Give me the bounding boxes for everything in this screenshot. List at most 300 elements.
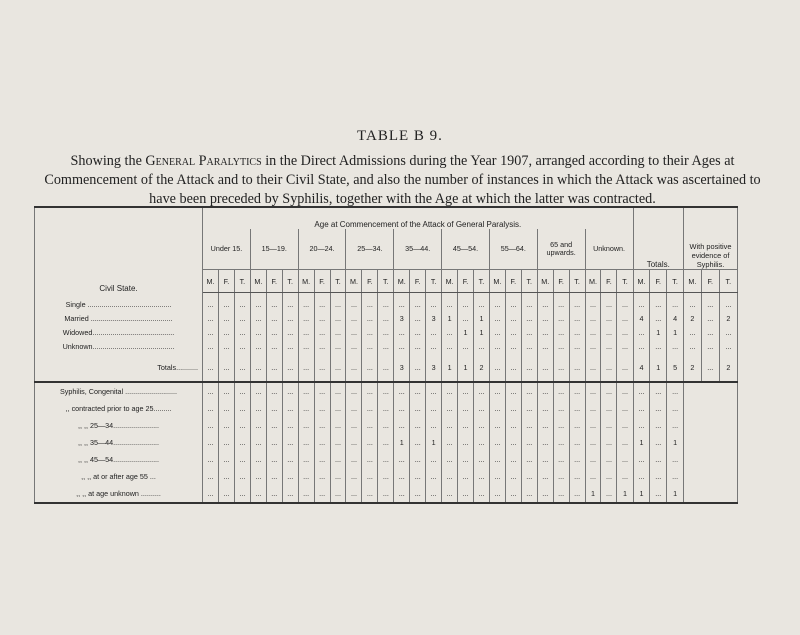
sub-header-m: M.: [633, 270, 650, 293]
table-cell: ...: [537, 417, 553, 434]
table-cell: ...: [266, 339, 282, 353]
table-cell: ...: [585, 468, 601, 485]
table-cell: ...: [442, 485, 458, 503]
table-cell: ...: [426, 339, 442, 353]
table-cell: ...: [234, 325, 250, 339]
table-cell: ...: [553, 311, 569, 325]
table-cell: ...: [314, 417, 330, 434]
table-cell: ...: [537, 325, 553, 339]
table-cell: ...: [426, 468, 442, 485]
table-cell: ...: [521, 400, 537, 417]
table-cell: ...: [585, 353, 601, 382]
table-cell: ...: [378, 353, 394, 382]
table-cell: ...: [410, 339, 426, 353]
table-cell: ...: [553, 434, 569, 451]
age-group-header: Age at Commencement of the Attack of General Paralysis.: [203, 207, 634, 229]
sub-header-f: F.: [458, 270, 474, 293]
table-cell: ...: [282, 311, 298, 325]
table-cell: ...: [314, 434, 330, 451]
table-row: [35, 434, 738, 451]
table-cell: ...: [521, 434, 537, 451]
table-cell: ...: [203, 417, 219, 434]
table-cell: ...: [505, 417, 521, 434]
sub-header-t: T.: [378, 270, 394, 293]
table-cell: ...: [505, 434, 521, 451]
table-cell: ...: [282, 353, 298, 382]
table-cell: ...: [234, 451, 250, 468]
table-cell: ...: [601, 468, 617, 485]
table-cell: ...: [667, 382, 684, 400]
table-cell: ...: [314, 311, 330, 325]
table-cell: ...: [218, 353, 234, 382]
row-label: Single ..........................................: [35, 297, 203, 311]
table-cell: ...: [282, 434, 298, 451]
totals-header: Totals.: [633, 207, 683, 270]
table-cell: ...: [330, 400, 346, 417]
sub-header-m: M.: [489, 270, 505, 293]
table-cell: ...: [346, 339, 362, 353]
sub-header-t: T.: [473, 270, 489, 293]
table-cell: ...: [617, 451, 633, 468]
table-cell: ...: [473, 417, 489, 434]
age-band-header: 35—44.: [394, 229, 442, 270]
table-cell: ...: [330, 417, 346, 434]
table-cell: ...: [537, 485, 553, 503]
row-label: ,, ,, at or after age 55 ...: [35, 468, 203, 485]
table-cell: ...: [537, 339, 553, 353]
table-row: [35, 339, 738, 353]
table-cell: ...: [330, 382, 346, 400]
table-cell: ...: [250, 451, 266, 468]
table-cell: ...: [266, 325, 282, 339]
table-cell: ...: [473, 434, 489, 451]
table-cell: ...: [346, 451, 362, 468]
empty-cell: [684, 434, 738, 451]
table-cell: ...: [298, 325, 314, 339]
table-cell: 3: [394, 353, 410, 382]
sub-header-f: F.: [601, 270, 617, 293]
table-cell: ...: [394, 382, 410, 400]
table-cell: ...: [203, 297, 219, 311]
table-cell: ...: [410, 297, 426, 311]
sub-header-f: F.: [505, 270, 521, 293]
table-cell: ...: [585, 297, 601, 311]
table-cell: 1: [442, 353, 458, 382]
table-cell: ...: [569, 339, 585, 353]
table-cell: ...: [458, 339, 474, 353]
table-cell: ...: [426, 485, 442, 503]
table-cell: ...: [473, 339, 489, 353]
table-cell: ...: [489, 353, 505, 382]
table-cell: ...: [394, 417, 410, 434]
table-cell: ...: [719, 339, 737, 353]
table-cell: ...: [266, 311, 282, 325]
table-cell: ...: [234, 468, 250, 485]
table-cell: ...: [203, 451, 219, 468]
table-cell: ...: [330, 339, 346, 353]
table-cell: ...: [442, 400, 458, 417]
table-cell: ...: [250, 311, 266, 325]
sub-header-m: M.: [684, 270, 702, 293]
table-cell: ...: [537, 382, 553, 400]
table-cell: ...: [298, 400, 314, 417]
table-row: [35, 451, 738, 468]
table-cell: ...: [442, 325, 458, 339]
table-cell: ...: [505, 311, 521, 325]
table-cell: ...: [250, 468, 266, 485]
table-cell: ...: [601, 297, 617, 311]
table-row: [35, 311, 738, 325]
table-cell: ...: [633, 468, 650, 485]
table-cell: ...: [553, 297, 569, 311]
table-cell: 5: [667, 353, 684, 382]
table-cell: ...: [314, 468, 330, 485]
table-cell: ...: [282, 468, 298, 485]
empty-cell: [684, 382, 738, 400]
sub-header-m: M.: [537, 270, 553, 293]
table-cell: ...: [667, 451, 684, 468]
table-cell: 1: [667, 485, 684, 503]
table-cell: ...: [553, 382, 569, 400]
table-cell: ...: [298, 353, 314, 382]
table-cell: ...: [521, 451, 537, 468]
table-cell: ...: [394, 451, 410, 468]
table-cell: ...: [442, 382, 458, 400]
table-cell: ...: [442, 297, 458, 311]
table-cell: ...: [266, 451, 282, 468]
table-cell: ...: [362, 297, 378, 311]
table-cell: ...: [218, 468, 234, 485]
sub-header-f: F.: [218, 270, 234, 293]
table-cell: ...: [330, 353, 346, 382]
row-label: ,, contracted prior to age 25.........: [35, 400, 203, 417]
table-cell: ...: [330, 325, 346, 339]
age-band-header: 45—54.: [442, 229, 490, 270]
table-cell: ...: [473, 382, 489, 400]
table-cell: ...: [458, 311, 474, 325]
table-cell: 3: [394, 311, 410, 325]
sub-header-f: F.: [701, 270, 719, 293]
sub-header-t: T.: [521, 270, 537, 293]
table-cell: ...: [266, 353, 282, 382]
table-cell: ...: [458, 451, 474, 468]
table-cell: ...: [585, 434, 601, 451]
table-cell: ...: [378, 400, 394, 417]
table-cell: ...: [346, 417, 362, 434]
table-cell: ...: [684, 297, 702, 311]
table-cell: ...: [282, 325, 298, 339]
table-cell: ...: [601, 325, 617, 339]
table-cell: ...: [458, 485, 474, 503]
table-cell: ...: [684, 325, 702, 339]
table-cell: ...: [650, 485, 667, 503]
table-cell: ...: [617, 325, 633, 339]
table-cell: ...: [633, 339, 650, 353]
table-cell: ...: [569, 353, 585, 382]
table-cell: ...: [667, 297, 684, 311]
table-cell: ...: [282, 339, 298, 353]
table-cell: 2: [473, 353, 489, 382]
table-cell: ...: [218, 297, 234, 311]
table-cell: ...: [378, 325, 394, 339]
table-cell: ...: [298, 339, 314, 353]
table-cell: ...: [521, 311, 537, 325]
table-cell: ...: [314, 297, 330, 311]
table-cell: ...: [234, 311, 250, 325]
row-label: Totals...........: [35, 353, 203, 382]
table-cell: ...: [378, 451, 394, 468]
table-cell: ...: [601, 353, 617, 382]
table-row: [35, 485, 738, 503]
table-cell: ...: [298, 417, 314, 434]
table-cell: 1: [667, 434, 684, 451]
table-cell: ...: [314, 485, 330, 503]
table-cell: ...: [250, 400, 266, 417]
table-cell: ...: [330, 311, 346, 325]
table-cell: ...: [410, 353, 426, 382]
table-cell: ...: [489, 417, 505, 434]
table-cell: ...: [537, 297, 553, 311]
table-cell: ...: [442, 468, 458, 485]
table-cell: ...: [234, 434, 250, 451]
table-cell: ...: [601, 434, 617, 451]
table-cell: ...: [489, 311, 505, 325]
table-cell: ...: [314, 451, 330, 468]
table-cell: ...: [521, 297, 537, 311]
table-cell: ...: [521, 468, 537, 485]
table-cell: ...: [362, 485, 378, 503]
row-label: Unknown.........................................: [35, 339, 203, 353]
sub-header-m: M.: [585, 270, 601, 293]
table-cell: 2: [719, 353, 737, 382]
table-cell: ...: [426, 325, 442, 339]
table-cell: ...: [378, 382, 394, 400]
table-cell: ...: [250, 485, 266, 503]
table-cell: ...: [282, 382, 298, 400]
table-cell: ...: [362, 417, 378, 434]
table-cell: ...: [426, 400, 442, 417]
table-cell: ...: [650, 451, 667, 468]
table-cell: ...: [553, 451, 569, 468]
table-cell: ...: [346, 400, 362, 417]
sub-header-t: T.: [426, 270, 442, 293]
table-cell: ...: [601, 451, 617, 468]
table-cell: ...: [218, 382, 234, 400]
table-cell: ...: [218, 417, 234, 434]
table-caption: [30, 152, 775, 209]
table-cell: ...: [298, 311, 314, 325]
table-cell: ...: [617, 297, 633, 311]
table-cell: ...: [410, 325, 426, 339]
table-row: [35, 400, 738, 417]
table-cell: ...: [537, 468, 553, 485]
table-cell: ...: [650, 382, 667, 400]
table-cell: ...: [458, 382, 474, 400]
table-cell: ...: [203, 434, 219, 451]
table-cell: 4: [633, 353, 650, 382]
table-cell: ...: [505, 451, 521, 468]
table-cell: 1: [426, 434, 442, 451]
table-cell: ...: [505, 339, 521, 353]
table-cell: 1: [667, 325, 684, 339]
table-cell: ...: [633, 417, 650, 434]
table-cell: ...: [505, 382, 521, 400]
table-cell: ...: [330, 468, 346, 485]
table-cell: ...: [521, 417, 537, 434]
table-cell: ...: [701, 297, 719, 311]
table-cell: ...: [203, 400, 219, 417]
table-cell: ...: [266, 297, 282, 311]
table-cell: ...: [553, 417, 569, 434]
table-cell: ...: [585, 382, 601, 400]
table-cell: ...: [473, 297, 489, 311]
caption-text-2: in the Direct Admissions during the Year 1907, arranged according to their Ages at Commencement of the Attack and to their Civil State, and also the number of instances in which the Attack was ascertained to have been preceded by Syphilis, together with the Age at which the latter was contracted.: [44, 153, 761, 207]
table-cell: ...: [458, 400, 474, 417]
table-cell: ...: [234, 400, 250, 417]
table-cell: ...: [458, 468, 474, 485]
table-cell: ...: [203, 382, 219, 400]
empty-cell: [684, 451, 738, 468]
table-cell: ...: [585, 417, 601, 434]
table-cell: ...: [346, 353, 362, 382]
table-cell: ...: [330, 451, 346, 468]
table-cell: ...: [250, 325, 266, 339]
table-cell: ...: [218, 485, 234, 503]
table-cell: ...: [601, 339, 617, 353]
table-cell: ...: [394, 339, 410, 353]
table-cell: 3: [426, 311, 442, 325]
table-cell: ...: [266, 400, 282, 417]
table-cell: ...: [617, 353, 633, 382]
table-cell: ...: [234, 339, 250, 353]
table-cell: 1: [617, 485, 633, 503]
table-cell: ...: [298, 468, 314, 485]
table-cell: ...: [569, 417, 585, 434]
table-cell: 1: [458, 325, 474, 339]
row-label: ,, ,, 45—54.......................: [35, 451, 203, 468]
table-cell: 1: [473, 325, 489, 339]
table-cell: ...: [701, 353, 719, 382]
syphilis-header: With positive evidence of Syphilis.: [684, 207, 738, 270]
table-cell: ...: [473, 400, 489, 417]
table-cell: ...: [537, 451, 553, 468]
table-cell: ...: [410, 485, 426, 503]
table-cell: ...: [489, 382, 505, 400]
table-cell: 2: [684, 353, 702, 382]
table-cell: ...: [489, 297, 505, 311]
table-cell: ...: [394, 297, 410, 311]
civil-state-header: Civil State.: [35, 207, 203, 293]
table-cell: ...: [410, 400, 426, 417]
age-band-header: 55—64.: [489, 229, 537, 270]
table-cell: ...: [633, 451, 650, 468]
table-cell: ...: [426, 451, 442, 468]
table-cell: ...: [569, 400, 585, 417]
sub-header-f: F.: [553, 270, 569, 293]
table-cell: ...: [346, 382, 362, 400]
table-cell: ...: [346, 311, 362, 325]
table-cell: ...: [650, 468, 667, 485]
table-cell: ...: [601, 485, 617, 503]
table-cell: ...: [203, 485, 219, 503]
table-cell: ...: [537, 434, 553, 451]
sub-header-m: M.: [394, 270, 410, 293]
table-cell: ...: [362, 339, 378, 353]
table-cell: 1: [650, 353, 667, 382]
table-cell: ...: [282, 451, 298, 468]
table-cell: ...: [667, 468, 684, 485]
table-cell: ...: [617, 339, 633, 353]
table-title: TABLE B 9.: [357, 128, 443, 144]
table-cell: ...: [410, 468, 426, 485]
age-band-header: 15—19.: [250, 229, 298, 270]
table-cell: ...: [633, 325, 650, 339]
table-cell: ...: [394, 485, 410, 503]
table-cell: 1: [394, 434, 410, 451]
sub-header-m: M.: [346, 270, 362, 293]
table-cell: ...: [633, 400, 650, 417]
row-label: Syphilis, Congenital ..........................: [35, 382, 203, 400]
table-cell: ...: [346, 485, 362, 503]
table-cell: ...: [617, 382, 633, 400]
table-cell: ...: [218, 339, 234, 353]
table-cell: ...: [266, 417, 282, 434]
row-label: ,, ,, at age unknown ..........: [35, 485, 203, 503]
table-cell: ...: [362, 434, 378, 451]
table-cell: ...: [442, 339, 458, 353]
table-cell: ...: [378, 485, 394, 503]
table-row: [35, 325, 738, 339]
table-cell: ...: [298, 434, 314, 451]
age-band-header: 20—24.: [298, 229, 346, 270]
table-cell: ...: [250, 339, 266, 353]
table-cell: ...: [330, 297, 346, 311]
table-cell: ...: [489, 434, 505, 451]
table-cell: ...: [394, 400, 410, 417]
table-cell: ...: [298, 297, 314, 311]
table-cell: ...: [234, 297, 250, 311]
table-cell: ...: [489, 468, 505, 485]
table-cell: ...: [362, 311, 378, 325]
sub-header-t: T.: [330, 270, 346, 293]
table-cell: ...: [553, 353, 569, 382]
table-cell: ...: [585, 325, 601, 339]
table-cell: ...: [410, 434, 426, 451]
empty-cell: [684, 417, 738, 434]
table-cell: 1: [473, 311, 489, 325]
table-cell: ...: [426, 417, 442, 434]
table-cell: ...: [378, 311, 394, 325]
table-cell: 1: [458, 353, 474, 382]
table-cell: 1: [650, 325, 667, 339]
table-cell: ...: [330, 434, 346, 451]
table-cell: ...: [218, 311, 234, 325]
table-cell: ...: [362, 468, 378, 485]
caption-text-1: Showing the: [70, 153, 146, 169]
table-cell: 1: [633, 434, 650, 451]
table-cell: ...: [521, 485, 537, 503]
table-cell: ...: [218, 325, 234, 339]
sub-header-t: T.: [234, 270, 250, 293]
table-cell: ...: [585, 339, 601, 353]
table-cell: ...: [203, 353, 219, 382]
table-cell: ...: [601, 417, 617, 434]
table-cell: ...: [378, 468, 394, 485]
table-cell: ...: [585, 311, 601, 325]
table-cell: ...: [250, 382, 266, 400]
sub-header-f: F.: [410, 270, 426, 293]
table-cell: ...: [701, 311, 719, 325]
